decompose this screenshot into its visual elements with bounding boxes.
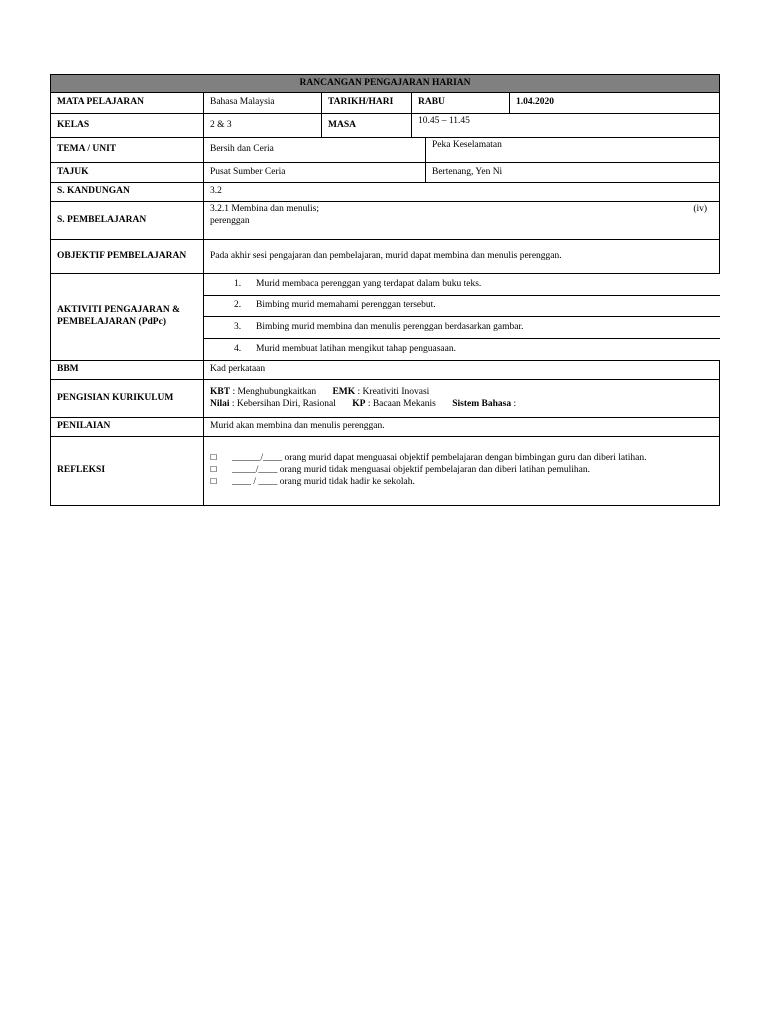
aktiviti-label: AKTIVITI PENGAJARAN & PEMBELAJARAN (PdPc) bbox=[51, 274, 204, 361]
tema-label: TEMA / UNIT bbox=[51, 138, 204, 163]
tajuk-extra: Bertenang, Yen Ni bbox=[426, 163, 720, 183]
sistem-bahasa-value: : bbox=[511, 398, 517, 409]
checkbox-icon: ☐ bbox=[210, 476, 218, 486]
kbt-value: : Menghubungkaitkan bbox=[230, 386, 317, 397]
checkbox-icon: ☐ bbox=[210, 453, 218, 463]
emk-label: EMK bbox=[332, 386, 356, 397]
pembelajaran-roman: (iv) bbox=[693, 204, 708, 214]
kandungan-value: 3.2 bbox=[204, 183, 720, 202]
refleksi-label: REFLEKSI bbox=[51, 437, 204, 506]
aktiviti-num-2: 2. bbox=[234, 300, 242, 311]
tajuk-value: Pusat Sumber Ceria bbox=[204, 163, 426, 183]
aktiviti-text-3: Bimbing murid membina dan menulis perenggan berdasarkan gambar. bbox=[256, 321, 524, 332]
aktiviti-num-1: 1. bbox=[234, 278, 242, 289]
row-tema bbox=[51, 138, 720, 163]
row-mata-pelajaran bbox=[51, 93, 720, 114]
aktiviti-text-4: Murid membuat latihan mengikut tahap penguasaan. bbox=[256, 343, 456, 354]
lesson-plan-table bbox=[50, 74, 720, 506]
objektif-value: Pada akhir sesi pengajaran dan pembelajaran, murid dapat membina dan menulis perenggan. bbox=[204, 240, 720, 274]
tema-value: Bersih dan Ceria bbox=[204, 138, 426, 163]
mata-pelajaran-value: Bahasa Malaysia bbox=[204, 93, 322, 114]
refleksi-line-1 bbox=[210, 453, 713, 465]
masa-label: MASA bbox=[322, 114, 412, 138]
row-penilaian bbox=[51, 418, 720, 437]
kelas-value: 2 & 3 bbox=[204, 114, 322, 138]
nilai-label: Nilai bbox=[210, 398, 230, 409]
refleksi-value bbox=[204, 437, 720, 506]
list-item bbox=[204, 296, 720, 317]
refleksi-text-2: _____/____ orang murid tidak menguasai objektif pembelajaran dan diberi latihan pemulihan. bbox=[232, 465, 590, 476]
row-kelas bbox=[51, 114, 720, 138]
row-tajuk bbox=[51, 163, 720, 183]
refleksi-text-3: ____ / ____ orang murid tidak hadir ke sekolah. bbox=[232, 476, 415, 487]
row-objektif bbox=[51, 240, 720, 274]
pengisian-value bbox=[204, 380, 720, 418]
refleksi-line-2 bbox=[210, 465, 713, 477]
tarikh-hari-label: TARIKH/HARI bbox=[322, 93, 412, 114]
pengisian-label: PENGISIAN KURIKULUM bbox=[51, 380, 204, 418]
objektif-label: OBJEKTIF PEMBELAJARAN bbox=[51, 240, 204, 274]
pengisian-line1 bbox=[210, 387, 713, 399]
day-value: RABU bbox=[412, 93, 510, 114]
pembelajaran-value bbox=[204, 202, 720, 240]
kelas-label: KELAS bbox=[51, 114, 204, 138]
kp-value: : Bacaan Mekanis bbox=[365, 398, 436, 409]
tema-extra: Peka Keselamatan bbox=[426, 138, 720, 163]
row-bbm bbox=[51, 361, 720, 380]
date-value: 1.04.2020 bbox=[510, 93, 720, 114]
bbm-value: Kad perkataan bbox=[204, 361, 720, 380]
kbt-label: KBT bbox=[210, 386, 231, 397]
pembelajaran-line1: 3.2.1 Membina dan menulis; bbox=[210, 204, 319, 214]
list-item bbox=[204, 274, 720, 296]
pembelajaran-line1-wrap bbox=[210, 204, 713, 216]
pembelajaran-line2: perenggan bbox=[210, 215, 250, 226]
aktiviti-list-cell bbox=[204, 274, 720, 361]
nilai-value: : Kebersihan Diri, Rasional bbox=[229, 398, 336, 409]
aktiviti-list bbox=[204, 274, 720, 360]
aktiviti-text-2: Bimbing murid memahami perenggan tersebut. bbox=[256, 300, 436, 311]
kp-label: KP bbox=[352, 398, 366, 409]
list-item bbox=[204, 317, 720, 339]
aktiviti-num-4: 4. bbox=[234, 343, 242, 354]
mata-pelajaran-label: MATA PELAJARAN bbox=[51, 93, 204, 114]
list-item bbox=[204, 339, 720, 361]
pengisian-line2 bbox=[210, 399, 713, 411]
header-row bbox=[51, 75, 720, 93]
row-pembelajaran bbox=[51, 202, 720, 240]
emk-value: : Kreativiti Inovasi bbox=[355, 386, 430, 397]
lesson-plan-document bbox=[50, 74, 719, 506]
time-value: 10.45 – 11.45 bbox=[412, 114, 720, 138]
aktiviti-num-3: 3. bbox=[234, 321, 242, 332]
tajuk-label: TAJUK bbox=[51, 163, 204, 183]
checkbox-icon: ☐ bbox=[210, 465, 218, 475]
row-pengisian bbox=[51, 380, 720, 418]
row-refleksi bbox=[51, 437, 720, 506]
pembelajaran-label: S. PEMBELAJARAN bbox=[51, 202, 204, 240]
kandungan-label: S. KANDUNGAN bbox=[51, 183, 204, 202]
sistem-bahasa-label: Sistem Bahasa bbox=[452, 398, 512, 409]
penilaian-value: Murid akan membina dan menulis perenggan. bbox=[204, 418, 720, 437]
penilaian-label: PENILAIAN bbox=[51, 418, 204, 437]
table-header: RANCANGAN PENGAJARAN HARIAN bbox=[51, 75, 720, 93]
aktiviti-text-1: Murid membaca perenggan yang terdapat dalam buku teks. bbox=[256, 278, 482, 289]
row-aktiviti bbox=[51, 274, 720, 361]
refleksi-line-3 bbox=[210, 477, 713, 489]
row-kandungan bbox=[51, 183, 720, 202]
bbm-label: BBM bbox=[51, 361, 204, 380]
refleksi-text-1: ______/____ orang murid dapat menguasai objektif pembelajaran dengan bimbingan guru dan diberi latihan. bbox=[232, 453, 647, 464]
